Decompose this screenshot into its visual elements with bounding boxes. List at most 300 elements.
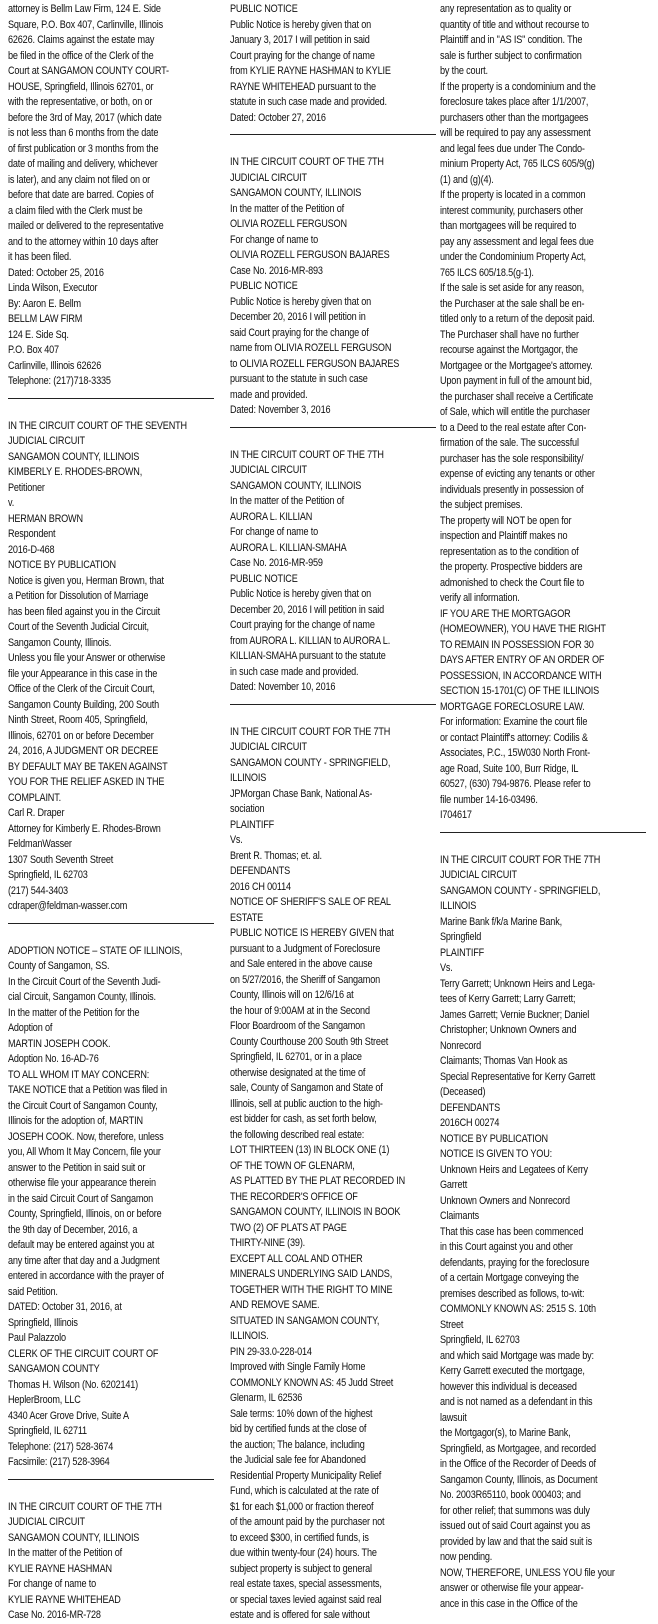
notice-text-line: Facsimile: (217) 528-3964: [8, 1456, 110, 1468]
notice-text-line: SANGAMON COUNTY - SPRINGFIELD,: [440, 884, 601, 897]
notice-text-line: PUBLIC NOTICE: [230, 3, 298, 15]
notice-text-line: For information: Examine the court file: [440, 716, 588, 728]
notice-text-line: Court praying for the change of name: [230, 619, 375, 631]
notice-text-line: Office of the Clerk of the Circuit Court,: [8, 683, 155, 695]
notice-text-line: Illinois for the adoption of, MARTIN: [8, 1115, 143, 1127]
notice-text-line: Residential Property Municipality Relief: [230, 1469, 382, 1482]
notice-text-line: HERMAN BROWN: [8, 512, 83, 525]
notice-text-line: Unless you file your Answer or otherwise: [8, 652, 166, 664]
notice-text-line: RAYNE WHITEHEAD pursuant to the: [230, 80, 376, 93]
column-3: [440, 2, 646, 1610]
notice-text-line: December 20, 2016 I will petition in: [230, 311, 366, 323]
notice-text-line: P.O. Box 407: [8, 344, 59, 356]
notice-text-line: Dated: October 27, 2016: [230, 111, 326, 124]
notice-text-line: Illinois, sell at public auction to the high-: [230, 1097, 383, 1110]
notice-text-line: In the matter of the Petition of: [230, 202, 345, 215]
notice-text-line: YOU FOR THE RELIEF ASKED IN THE: [8, 776, 165, 788]
notice-text-line: Sangamon County, Illinois.: [8, 636, 112, 649]
notice-text-line: BELLM LAW FIRM: [8, 313, 83, 325]
notice-text-line: ance in this case in the Office of the: [440, 1597, 578, 1610]
notice-text-line: Mortgagee or the Mortgagee's attorney.: [440, 359, 593, 372]
notice-text-line: IN THE CIRCUIT COURT FOR THE 7TH: [440, 853, 601, 866]
notice-text-line: answer to the Petition in said suit or: [8, 1161, 146, 1174]
notice-text-line: Dated: November 3, 2016: [230, 404, 331, 416]
notice-text-line: CLERK OF THE CIRCUIT COURT OF: [8, 1347, 159, 1360]
notice-text-line: in the Office of the Recorder of Deeds of: [440, 1458, 596, 1470]
legal-notice: [230, 2, 436, 126]
notice-text-line: MINERALS UNDERLYING SAID LANDS,: [230, 1268, 393, 1280]
notice-divider: [8, 1479, 214, 1480]
notice-text-line: Public Notice is hereby given that on: [230, 18, 372, 31]
notice-text-line: by the court.: [440, 65, 488, 77]
notice-text-line: DEFENDANTS: [230, 865, 291, 877]
notice-text-line: Public Notice is hereby given that on: [230, 588, 372, 600]
notice-text-line: Glenarm, IL 62536: [230, 1392, 303, 1404]
notice-text-line: Linda Wilson, Executor: [8, 282, 98, 294]
notice-text-line: the Circuit Court of Sangamon County,: [8, 1099, 158, 1112]
notice-text-line: Sangamon County Building, 200 South: [8, 698, 159, 711]
notice-text-line: SANGAMON COUNTY, ILLINOIS IN BOOK: [230, 1206, 401, 1218]
notice-text-line: JOSEPH COOK. Now, therefore, unless: [8, 1130, 164, 1143]
notice-text-line: JUDICIAL CIRCUIT: [440, 869, 517, 881]
notice-text-line: Court of the Seventh Judicial Circuit,: [8, 621, 149, 633]
notice-text-line: v.: [8, 497, 15, 509]
notice-text-line: County Courthouse 200 South 9th Street: [230, 1035, 389, 1048]
notice-text-line: SANGAMON COUNTY, ILLINOIS: [230, 479, 362, 492]
notice-text-line: Claimants; Thomas Van Hook as: [440, 1055, 568, 1067]
notice-text-line: In the matter of the Petition of: [230, 495, 345, 507]
notice-divider: [440, 832, 646, 833]
notice-text-line: Improved with Single Family Home: [230, 1361, 366, 1373]
notice-text-line: HOUSE, Springfield, Illinois 62701, or: [8, 80, 154, 93]
notice-text-line: the subject premises.: [440, 499, 523, 511]
notice-text-line: or special taxes levied against said real: [230, 1593, 382, 1606]
notice-text-line: KYLIE RAYNE HASHMAN: [8, 1562, 112, 1575]
notice-text-line: said Court praying for the change of: [230, 326, 369, 339]
notice-text-line: Adoption of: [8, 1022, 53, 1034]
notice-text-line: IN THE CIRCUIT COURT OF THE 7TH: [230, 156, 384, 168]
notice-text-line: entered in accordance with the prayer of: [8, 1270, 164, 1282]
notice-text-line: Springfield, as Mortgagee, and recorded: [440, 1442, 596, 1455]
notice-text-line: No. 2003R65110, book 000403; and: [440, 1489, 581, 1501]
notice-text-line: pursuant to a Judgment of Foreclosure: [230, 942, 381, 955]
notice-text-line: the purchaser shall receive a Certificate: [440, 390, 593, 403]
notice-text-line: Case No. 2016-MR-728: [8, 1609, 101, 1621]
notice-text-line: Carlinville, Illinois 62626: [8, 359, 102, 372]
notice-text-line: Brent R. Thomas; et. al.: [230, 849, 322, 862]
notice-text-line: titled only to a return of the deposit paid.: [440, 313, 595, 325]
notice-text-line: sale is further subject to confirmation: [440, 49, 582, 62]
notice-text-line: Vs.: [440, 962, 453, 974]
notice-text-line: Telephone: (217) 528-3674: [8, 1440, 114, 1453]
notice-text-line: subject property is subject to general: [230, 1562, 372, 1575]
notice-text-line: That this case has been commenced: [440, 1225, 584, 1238]
notice-text-line: KIMBERLY E. RHODES-BROWN,: [8, 466, 143, 478]
notice-text-line: for other relief; that summons was duly: [440, 1504, 590, 1517]
notice-text-line: file number 14-16-03496.: [440, 793, 538, 806]
notice-text-line: For change of name to: [230, 526, 319, 538]
notice-text-line: Unknown Heirs and Legatees of Kerry: [440, 1163, 588, 1176]
notice-text-line: recourse against the Mortgagor, the: [440, 344, 578, 356]
notice-text-line: JPMorgan Chase Bank, National As-: [230, 787, 373, 800]
notice-text-line: than mortgagees will be required to: [440, 220, 577, 232]
notice-text-line: a claim filed with the Clerk must be: [8, 204, 143, 217]
notice-text-line: of Sale, which will entitle the purchaser: [440, 406, 590, 418]
notice-text-line: I704617: [440, 809, 472, 821]
notice-text-line: 24, 2016, A JUDGMENT OR DECREE: [8, 745, 159, 757]
notice-text-line: JUDICIAL CIRCUIT: [230, 171, 307, 184]
notice-text-line: in the said Circuit Court of Sangamon: [8, 1192, 154, 1205]
notice-text-line: estate and is offered for sale without: [230, 1609, 370, 1621]
notice-text-line: and Sale entered in the above cause: [230, 958, 373, 970]
notice-text-line: and legal fees due under The Condo-: [440, 142, 585, 155]
notice-text-line: 2016 CH 00114: [230, 880, 291, 893]
notice-text-line: SANGAMON COUNTY, ILLINOIS: [8, 1531, 140, 1544]
legal-notice: [440, 853, 646, 1613]
notice-text-line: said Petition.: [8, 1285, 58, 1298]
notice-text-line: PLAINTIFF: [440, 946, 485, 959]
notice-text-line: to OLIVIA ROZELL FERGUSON BAJARES: [230, 357, 400, 370]
notice-divider: [230, 427, 436, 428]
notice-text-line: has been filed against you in the Circuit: [8, 605, 160, 618]
notice-text-line: AS PLATTED BY THE PLAT RECORDED IN: [230, 1175, 406, 1187]
notice-text-line: bid by certified funds at the close of: [230, 1423, 367, 1435]
notice-text-line: NOW, THEREFORE, UNLESS YOU file your: [440, 1566, 615, 1579]
notice-text-line: JUDICIAL CIRCUIT: [8, 1516, 85, 1528]
notice-text-line: $1 for each $1,000 or fraction thereof: [230, 1500, 374, 1513]
notice-text-line: Terry Garrett; Unknown Heirs and Lega-: [440, 977, 596, 990]
notice-text-line: under the Condominium Property Act,: [440, 251, 586, 263]
notice-text-line: the Mortgagor(s), to Marine Bank,: [440, 1427, 571, 1439]
notice-text-line: of a certain Mortgage conveying the: [440, 1272, 579, 1284]
notice-text-line: Court praying for the change of name: [230, 49, 375, 62]
notice-text-line: be filed in the office of the Clerk of the: [8, 49, 154, 62]
notice-text-line: COMMONLY KNOWN AS: 2515 S. 10th: [440, 1303, 596, 1315]
notice-text-line: the auction; The balance, including: [230, 1438, 365, 1451]
notice-text-line: in this Court against you and other: [440, 1241, 573, 1253]
notice-text-line: and to the attorney within 10 days after: [8, 235, 159, 248]
notice-text-line: Springfield, Illinois: [8, 1316, 78, 1329]
notice-text-line: Kerry Garrett executed the mortgage,: [440, 1365, 585, 1377]
notice-text-line: Petitioner: [8, 481, 45, 494]
notice-text-line: For change of name to: [8, 1578, 97, 1590]
notice-text-line: IF YOU ARE THE MORTGAGOR: [440, 607, 571, 620]
notice-text-line: 62626. Claims against the estate may: [8, 34, 155, 46]
notice-text-line: date of mailing and delivery, whichever: [8, 158, 158, 170]
notice-text-line: default may be entered against you at: [8, 1239, 155, 1251]
notice-text-line: before the 3rd of May, 2017 (which date: [8, 111, 162, 124]
notice-text-line: the hour of 9:00AM at in the Second: [230, 1004, 370, 1017]
notice-text-line: is not less than 6 months from the date: [8, 127, 159, 139]
notice-text-line: from KYLIE RAYNE HASHMAN to KYLIE: [230, 65, 391, 77]
notice-text-line: 765 ILCS 605/18.5(g-1).: [440, 266, 534, 279]
notice-text-line: the Judicial sale fee for Abandoned: [230, 1454, 366, 1466]
notice-text-line: THE RECORDER'S OFFICE OF: [230, 1190, 358, 1203]
notice-text-line: verify all information.: [440, 592, 520, 604]
notice-text-line: Dated: October 25, 2016: [8, 266, 104, 279]
notice-text-line: DATED: October 31, 2016, at: [8, 1301, 122, 1313]
notice-text-line: from AURORA L. KILLIAN to AURORA L.: [230, 634, 391, 647]
notice-text-line: Unknown Owners and Nonrecord: [440, 1194, 570, 1207]
notice-text-line: and which said Mortgage was made by:: [440, 1349, 594, 1362]
notice-text-line: POSSESSION, IN ACCORDANCE WITH: [440, 669, 602, 682]
notice-text-line: pay any assessment and legal fees due: [440, 235, 594, 248]
notice-text-line: SITUATED IN SANGAMON COUNTY,: [230, 1314, 380, 1327]
notice-text-line: the following described real estate:: [230, 1128, 365, 1141]
notice-text-line: Court at SANGAMON COUNTY COURT-: [8, 65, 169, 77]
legal-notice: [8, 944, 214, 1471]
notice-text-line: Claimants: [440, 1210, 479, 1222]
notice-text-line: Telephone: (217)718-3335: [8, 375, 111, 387]
notice-text-line: (1) and (g)(4).: [440, 173, 494, 186]
notice-text-line: issued out of said Court against you as: [440, 1520, 591, 1532]
notice-text-line: Case No. 2016-MR-959: [230, 557, 323, 569]
notice-text-line: Case No. 2016-MR-893: [230, 264, 323, 277]
notice-text-line: interest community, purchasers other: [440, 204, 584, 217]
notice-text-line: firmation of the sale. The successful: [440, 437, 579, 449]
notice-text-line: KYLIE RAYNE WHITEHEAD: [8, 1593, 121, 1606]
notice-text-line: any representation as to quality or: [440, 3, 572, 15]
notice-text-line: IN THE CIRCUIT COURT OF THE 7TH: [230, 448, 384, 461]
notice-text-line: In the Circuit Court of the Seventh Judi-: [8, 975, 161, 988]
notice-text-line: Paul Palazzolo: [8, 1332, 66, 1344]
notice-text-line: purchasers other than the mortgagees: [440, 111, 589, 124]
legal-notice: [230, 155, 436, 419]
notice-text-line: SANGAMON COUNTY, ILLINOIS: [230, 187, 362, 199]
notice-text-line: TO REMAIN IN POSSESSION FOR 30: [440, 638, 594, 651]
notice-text-line: 4340 Acer Grove Drive, Suite A: [8, 1409, 129, 1422]
notice-text-line: Springfield, IL 62711: [8, 1425, 87, 1437]
notice-text-line: the property. Prospective bidders are: [440, 561, 583, 573]
notice-text-line: Carl R. Draper: [8, 807, 65, 819]
notice-text-line: with the representative, or both, on or: [8, 96, 153, 108]
column-2: [230, 2, 436, 1621]
notice-text-line: ILLINOIS.: [230, 1330, 269, 1342]
notice-text-line: NOTICE IS GIVEN TO YOU:: [440, 1148, 552, 1160]
notice-text-line: to a Deed to the real estate after Con-: [440, 421, 587, 434]
notice-text-line: Vs.: [230, 834, 243, 846]
notice-text-line: you, All Whom It May Concern, file your: [8, 1146, 161, 1158]
notice-text-line: the Purchaser at the sale shall be en-: [440, 297, 585, 310]
notice-text-line: Square, P.O. Box 407, Carlinville, Illinois: [8, 18, 164, 31]
notice-text-line: however this individual is deceased: [440, 1380, 577, 1393]
notice-text-line: DAYS AFTER ENTRY OF AN ORDER OF: [440, 654, 605, 666]
notice-divider: [8, 398, 214, 399]
notice-text-line: SANGAMON COUNTY: [8, 1363, 100, 1375]
notice-text-line: In the matter of the Petition for the: [8, 1006, 140, 1019]
notice-text-line: is later), and any claim not filed on or: [8, 173, 151, 186]
notice-text-line: NOTICE BY PUBLICATION: [8, 559, 116, 571]
notice-text-line: Ninth Street, Room 405, Springfield,: [8, 714, 148, 726]
notice-text-line: Marine Bank f/k/a Marine Bank,: [440, 915, 562, 928]
notice-text-line: Special Representative for Kerry Garrett: [440, 1070, 596, 1083]
legal-notice: [8, 419, 214, 915]
notice-text-line: COMPLAINT.: [8, 791, 61, 804]
notice-text-line: EXCEPT ALL COAL AND OTHER: [230, 1252, 363, 1265]
notice-text-line: attorney is Bellm Law Firm, 124 E. Side: [8, 3, 161, 15]
notice-text-line: Garrett: [440, 1179, 468, 1191]
notice-text-line: LOT THIRTEEN (13) IN BLOCK ONE (1): [230, 1144, 390, 1156]
notice-text-line: Sangamon County, Illinois, as Document: [440, 1473, 598, 1486]
notice-text-line: FeldmanWasser: [8, 838, 72, 850]
notice-text-line: (HOMEOWNER), YOU HAVE THE RIGHT: [440, 623, 606, 635]
notice-text-line: premises described as follows, to-wit:: [440, 1287, 585, 1300]
legal-notice: [8, 2, 214, 390]
notice-text-line: Street: [440, 1318, 464, 1331]
notice-divider: [230, 134, 436, 135]
notice-text-line: Fund, which is calculated at the rate of: [230, 1485, 379, 1497]
notice-text-line: PUBLIC NOTICE IS HEREBY GIVEN that: [230, 927, 394, 939]
notice-text-line: PLAINTIFF: [230, 818, 275, 831]
notice-text-line: By: Aaron E. Bellm: [8, 297, 81, 310]
notice-text-line: If the property is a condominium and the: [440, 80, 596, 93]
notice-text-line: Floor Boardroom of the Sangamon: [230, 1020, 365, 1032]
notice-text-line: OLIVIA ROZELL FERGUSON: [230, 218, 347, 230]
notice-text-line: it has been filed.: [8, 251, 72, 263]
notice-text-line: ILLINOIS: [440, 900, 477, 912]
notice-text-line: IN THE CIRCUIT COURT OF THE 7TH: [8, 1500, 162, 1513]
notice-text-line: made and provided.: [230, 388, 308, 401]
notice-divider: [230, 704, 436, 705]
notice-text-line: THIRTY-NINE (39).: [230, 1237, 306, 1249]
notice-text-line: quantity of title and without recourse to: [440, 18, 589, 31]
notice-text-line: sociation: [230, 803, 265, 815]
notice-text-line: ESTATE: [230, 911, 264, 924]
notice-text-line: JUDICIAL CIRCUIT: [230, 741, 307, 753]
notice-text-line: a Petition for Dissolution of Marriage: [8, 590, 149, 602]
notice-text-line: lawsuit: [440, 1411, 467, 1424]
notice-text-line: NOTICE BY PUBLICATION: [440, 1132, 548, 1145]
notice-text-line: Plaintiff and in "AS IS" condition. The: [440, 34, 583, 46]
notice-text-line: Springfield, IL 62701, or in a place: [230, 1051, 362, 1063]
notice-text-line: TOGETHER WITH THE RIGHT TO MINE: [230, 1283, 393, 1296]
notice-text-line: mailed or delivered to the representative: [8, 220, 164, 232]
notice-text-line: JUDICIAL CIRCUIT: [230, 464, 307, 476]
notice-text-line: Christopher; Unknown Owners and: [440, 1024, 577, 1036]
legal-notice: [230, 448, 436, 696]
notice-text-line: MORTGAGE FORECLOSURE LAW.: [440, 700, 585, 713]
notice-text-line: provided by law and that the said suit is: [440, 1535, 592, 1548]
notice-text-line: County, Illinois will on 12/6/16 at: [230, 989, 354, 1001]
notice-divider: [8, 923, 214, 924]
notice-text-line: inspection and Plaintiff makes no: [440, 530, 568, 542]
notice-text-line: OF THE TOWN OF GLENARM,: [230, 1159, 355, 1172]
notice-text-line: expense of evicting any tenants or other: [440, 468, 595, 480]
notice-text-line: (217) 544-3403: [8, 884, 68, 897]
notice-text-line: (Deceased): [440, 1086, 486, 1098]
notice-text-line: purchaser has the sole responsibility/: [440, 452, 584, 465]
notice-text-line: cdraper@feldman-wasser.com: [8, 900, 128, 912]
notice-text-line: answer or otherwise file your appear-: [440, 1582, 584, 1594]
notice-text-line: admonished to check the Court file to: [440, 576, 585, 589]
notice-text-line: est bidder for cash, as set forth below,: [230, 1113, 377, 1125]
notice-text-line: statute in such case made and provided.: [230, 96, 387, 108]
notice-text-line: Sale terms: 10% down of the highest: [230, 1407, 373, 1420]
notice-text-line: will be required to pay any assessment: [440, 127, 591, 139]
notice-text-line: December 20, 2016 I will petition in said: [230, 603, 384, 616]
notice-text-line: now pending.: [440, 1551, 493, 1563]
notice-text-line: PUBLIC NOTICE: [230, 572, 298, 585]
notice-text-line: sale, County of Sangamon and State of: [230, 1082, 383, 1094]
notice-text-line: SANGAMON COUNTY - SPRINGFIELD,: [230, 756, 391, 769]
notice-text-line: or contact Plaintiff's attorney: Codilis &: [440, 731, 588, 744]
notice-text-line: of the amount paid by the purchaser not: [230, 1516, 385, 1528]
notice-text-line: real estate taxes, special assessments,: [230, 1578, 382, 1590]
notice-text-line: Springfield, IL 62703: [8, 869, 88, 881]
notice-text-line: The property will NOT be open for: [440, 514, 572, 527]
notice-text-line: DEFENDANTS: [440, 1101, 501, 1114]
notice-text-line: JUDICIAL CIRCUIT: [8, 435, 85, 447]
notice-text-line: Springfield: [440, 931, 482, 943]
notice-text-line: January 3, 2017 I will petition in said: [230, 34, 370, 46]
notice-text-line: OLIVIA ROZELL FERGUSON BAJARES: [230, 249, 390, 261]
notice-text-line: PIN 29-33.0-228-014: [230, 1345, 312, 1358]
notice-text-line: ILLINOIS: [230, 772, 267, 784]
notice-text-line: For change of name to: [230, 233, 319, 246]
legal-notice: [230, 725, 436, 1624]
notice-text-line: 1307 South Seventh Street: [8, 853, 114, 866]
notice-text-line: Dated: November 10, 2016: [230, 681, 336, 693]
notice-text-line: Adoption No. 16-AD-76: [8, 1053, 99, 1065]
notice-text-line: Notice is given you, Herman Brown, that: [8, 574, 164, 587]
notice-text-line: of first publication or 3 months from the: [8, 142, 159, 155]
notice-text-line: age Road, Suite 100, Burr Ridge, IL: [440, 762, 579, 775]
notice-text-line: BY DEFAULT MAY BE TAKEN AGAINST: [8, 760, 168, 773]
notice-text-line: TAKE NOTICE that a Petition was filed in: [8, 1084, 168, 1096]
notice-text-line: individuals presently in possession of: [440, 483, 584, 496]
notice-text-line: minium Property Act, 765 ILCS 605/9(g): [440, 158, 595, 170]
legal-notice: [440, 2, 646, 824]
notice-text-line: James Garrett; Vernie Buckner; Daniel: [440, 1008, 590, 1021]
column-1: [8, 2, 214, 1621]
notice-text-line: Associates, P.C., 15W030 North Front-: [440, 747, 590, 759]
notice-text-line: Springfield, IL 62703: [440, 1334, 520, 1346]
notice-text-line: 60527, (630) 794-9876. Please refer to: [440, 778, 591, 790]
notice-text-line: SECTION 15-1701(C) OF THE ILLINOIS: [440, 685, 600, 697]
notice-text-line: tees of Kerry Garrett; Larry Garrett;: [440, 993, 576, 1005]
notice-text-line: Public Notice is hereby given that on: [230, 295, 372, 308]
notice-text-line: Illinois, 62701 on or before December: [8, 729, 154, 742]
notice-text-line: TWO (2) OF PLATS AT PAGE: [230, 1221, 347, 1234]
notice-text-line: any time after that day and a Judgment: [8, 1254, 160, 1267]
notice-text-line: AND REMOVE SAME.: [230, 1299, 320, 1311]
notice-text-line: KILLIAN-SMAHA pursuant to the statute: [230, 650, 386, 662]
notice-text-line: MARTIN JOSEPH COOK.: [8, 1037, 111, 1050]
notice-text-line: If the property is located in a common: [440, 189, 586, 201]
notice-text-line: defendants, praying for the foreclosure: [440, 1256, 590, 1269]
notice-text-line: AURORA L. KILLIAN: [230, 510, 313, 523]
notice-text-line: foreclosure takes place after 1/1/2007,: [440, 96, 589, 108]
notice-text-line: Attorney for Kimberly E. Rhodes-Brown: [8, 822, 161, 835]
notice-text-line: Respondent: [8, 528, 56, 540]
notice-text-line: SANGAMON COUNTY, ILLINOIS: [8, 450, 140, 463]
notice-text-line: before that date are barred. Copies of: [8, 189, 154, 201]
legal-notice: [8, 1500, 214, 1624]
notice-text-line: 2016-D-468: [8, 543, 55, 556]
notice-text-line: If the sale is set aside for any reason,: [440, 282, 585, 294]
notice-text-line: Nonrecord: [440, 1039, 481, 1052]
notice-text-line: COMMONLY KNOWN AS: 45 Judd Street: [230, 1376, 394, 1389]
notice-text-line: IN THE CIRCUIT COURT FOR THE 7TH: [230, 725, 391, 738]
notice-text-line: in such case made and provided.: [230, 665, 359, 678]
notice-text-line: IN THE CIRCUIT COURT OF THE SEVENTH: [8, 419, 187, 432]
notice-text-line: NOTICE OF SHERIFF'S SALE OF REAL: [230, 896, 391, 908]
notice-text-line: Upon payment in full of the amount bid,: [440, 375, 592, 387]
notice-text-line: on 5/27/2016, the Sheriff of Sangamon: [230, 973, 380, 986]
notice-text-line: to exceed $300, in certified funds, is: [230, 1531, 369, 1544]
notice-text-line: representation as to the condition of: [440, 545, 579, 558]
notice-text-line: The Purchaser shall have no further: [440, 328, 579, 341]
